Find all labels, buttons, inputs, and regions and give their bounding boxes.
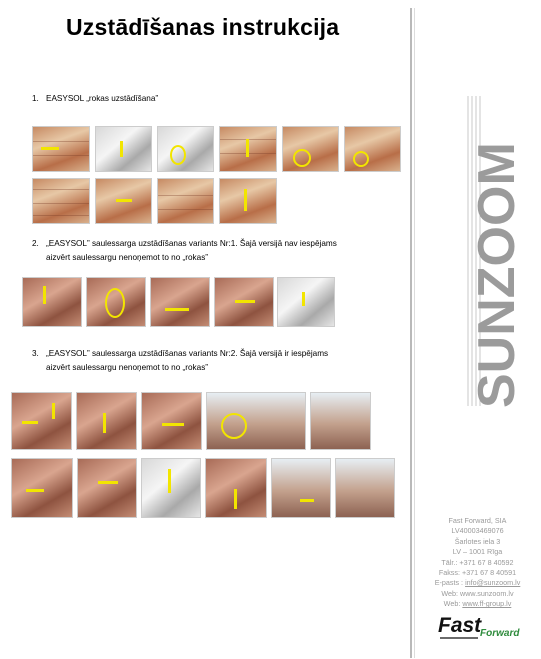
photo-step3-1 (11, 392, 72, 450)
page-title: Uzstādīšanas instrukcija (66, 14, 340, 40)
email-line (420, 578, 535, 588)
photo-step3-2 (76, 392, 137, 450)
photo-step3-4 (206, 392, 306, 450)
photo-step3-6 (11, 458, 73, 518)
company-name: Fast Forward, SIA (448, 516, 507, 525)
photo-step1-10 (219, 178, 277, 224)
sunzoom-logo (460, 86, 530, 416)
step-text-line1: „EASYSOL” saulessarga uzstādīšanas variants Nr:2. Šajā versijā ir iespējams (46, 349, 329, 358)
email-label: E-pasts : (434, 578, 464, 588)
step-number: 1. (32, 94, 39, 103)
step-text: EASYSOL „rokas uzstādīšana” (46, 94, 159, 103)
photo-step2-4 (214, 277, 274, 327)
web-1[interactable]: Web: www.sunzoom.lv (441, 588, 514, 598)
logo-word-fast: Fast (438, 614, 482, 637)
photo-step3-5 (310, 392, 371, 450)
web-2-link[interactable]: www.ff-group.lv (462, 599, 512, 609)
step-number: 3. (32, 349, 39, 358)
photo-step3-9 (205, 458, 267, 518)
photo-step3-3 (141, 392, 202, 450)
email-link[interactable]: info@sunzoom.lv (465, 578, 521, 588)
photo-step1-8 (95, 178, 152, 224)
photo-step1-5 (282, 126, 339, 172)
vertical-divider (410, 8, 412, 658)
photo-step3-11 (335, 458, 395, 518)
photo-step1-2 (95, 126, 152, 172)
step-number: 2. (32, 239, 39, 248)
step-text-line2: aizvērt saulessargu nenoņemot to no „rokas” (46, 253, 209, 262)
registration-number: LV40003469076 (451, 526, 504, 536)
photo-step3-10 (271, 458, 331, 518)
step-1-heading (32, 92, 158, 106)
photo-step3-7 (77, 458, 137, 518)
photo-step2-1 (22, 277, 82, 327)
photo-step2-3 (150, 277, 210, 327)
step-text-line2: aizvērt saulessargu nenoņemot to no „rokas” (46, 363, 209, 372)
city-address: LV – 1001 Rīga (452, 547, 503, 557)
photo-step1-9 (157, 178, 214, 224)
photo-step3-8 (141, 458, 201, 518)
web-2-line (420, 599, 535, 609)
fax: Fakss: +371 67 8 40591 (438, 568, 517, 578)
street-address: Šarlotes iela 3 (454, 536, 501, 546)
photo-step1-4 (219, 126, 277, 172)
web-2-label: Web: (443, 599, 461, 609)
photo-step1-3 (157, 126, 214, 172)
photo-step1-1 (32, 126, 90, 172)
step-text-line1: „EASYSOL” saulessarga uzstādīšanas variants Nr:1. Šajā versijā nav iespējams (46, 239, 337, 248)
step-2-heading (32, 237, 337, 265)
phone: Tālr.: +371 67 8 40592 (441, 557, 514, 567)
logo-text: SUNZOOM (468, 142, 526, 408)
step-3-heading (32, 347, 328, 375)
vertical-divider-shadow (414, 8, 415, 658)
photo-step1-6 (344, 126, 401, 172)
photo-step2-5 (277, 277, 335, 327)
fastforward-logo (436, 612, 526, 644)
logo-word-forward: Forward (480, 628, 520, 639)
photo-step1-7 (32, 178, 90, 224)
contact-block (420, 516, 535, 610)
photo-step2-2 (86, 277, 146, 327)
